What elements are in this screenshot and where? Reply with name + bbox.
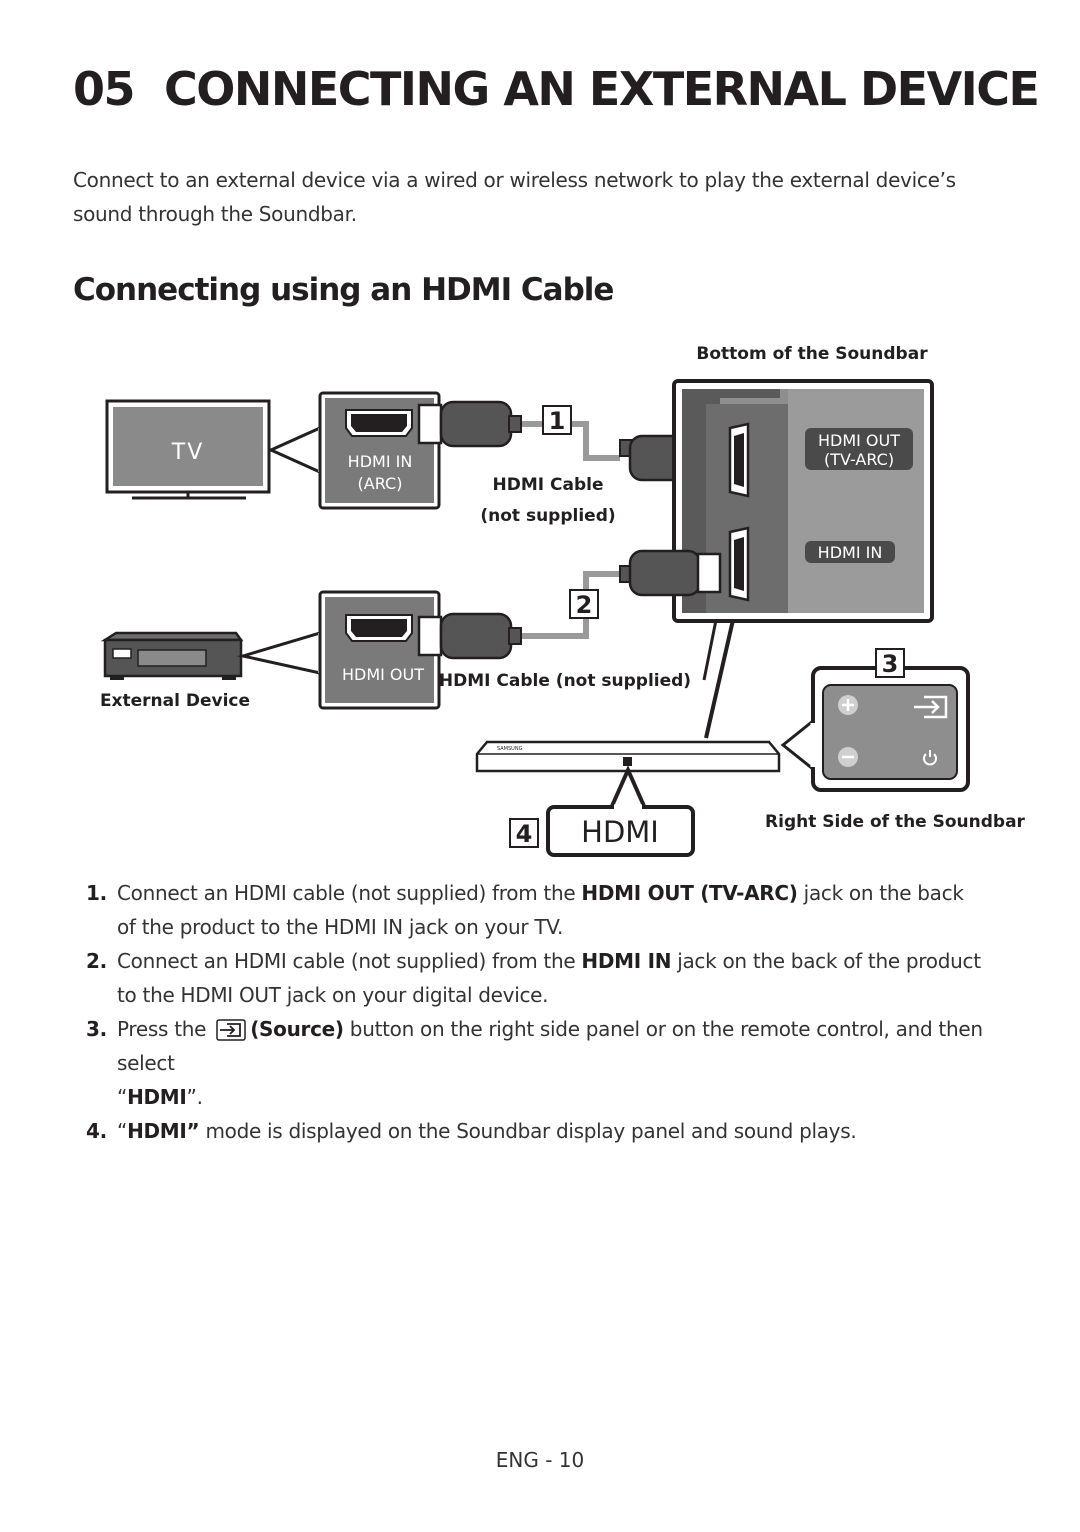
step-text: “ — [117, 1119, 128, 1143]
step-number: 2. — [86, 949, 107, 973]
chapter-number: 05 — [73, 62, 135, 116]
cable1-label-1: HDMI Cable — [492, 475, 604, 495]
step-text: jack on the back of the product to the HDMI IN jack on your TV. — [117, 881, 964, 939]
step-number: 1. — [86, 881, 107, 905]
step-text: “ — [117, 1085, 128, 1109]
chapter-heading: CONNECTING AN EXTERNAL DEVICE — [164, 62, 1039, 116]
step-bold: HDMI OUT (TV-ARC) — [581, 881, 798, 905]
side-callout-pointer — [783, 721, 813, 769]
chapter-title — [73, 62, 1038, 116]
callout-1-badge — [543, 406, 571, 435]
step-text: Connect an HDMI cable (not supplied) from the — [117, 881, 582, 905]
callout-3-badge — [876, 649, 904, 678]
steps-list — [86, 876, 986, 1148]
hdmi-connection-diagram — [0, 335, 1080, 865]
bottom-soundbar-label: Bottom of the Soundbar — [696, 344, 928, 364]
step-text: Connect an HDMI cable (not supplied) from the — [117, 949, 582, 973]
soundbar-brand: SAMSUNG — [497, 746, 523, 752]
source-icon — [216, 1019, 246, 1041]
step-2 — [86, 944, 986, 1012]
tv-label: TV — [171, 440, 205, 465]
ext-port-label: HDMI OUT — [341, 665, 425, 684]
cable1-label-2: (not supplied) — [480, 506, 616, 526]
step-text: jack on the back of the product to the HDMI OUT jack on your digital device. — [117, 949, 981, 1007]
section-title: Connecting using an HDMI Cable — [73, 272, 614, 308]
display-text: HDMI — [581, 815, 659, 849]
step-number: 3. — [86, 1017, 107, 1041]
hdmi-display-callout — [548, 770, 693, 855]
callout-3: 3 — [881, 650, 899, 678]
sb-out-label-2: (TV-ARC) — [823, 450, 895, 469]
sb-out-label-1: HDMI OUT — [817, 431, 901, 450]
callout-1: 1 — [548, 407, 566, 435]
step-number: 4. — [86, 1119, 107, 1143]
right-side-label: Right Side of the Soundbar — [765, 812, 1025, 832]
callout-4-badge — [510, 819, 538, 848]
ext-callout-pointer — [243, 633, 320, 673]
step-text: button on the right side panel or on the remote control, and then select — [117, 1017, 983, 1075]
step-text: mode is displayed on the Soundbar display panel and sound plays. — [199, 1119, 857, 1143]
page-footer: ENG - 10 — [495, 1448, 585, 1472]
external-device-icon — [105, 633, 241, 680]
sb-in-label: HDMI IN — [817, 543, 883, 562]
callout-4: 4 — [515, 820, 533, 848]
tv-callout-pointer — [271, 428, 320, 472]
step-bold: HDMI IN — [581, 949, 672, 973]
tv-icon — [107, 401, 269, 498]
tv-port-label-2: (ARC) — [357, 474, 403, 493]
cable2-label: HDMI Cable (not supplied) — [438, 671, 692, 691]
step-text: Press the — [117, 1017, 213, 1041]
external-device-label: External Device — [99, 691, 251, 711]
step-4 — [86, 1114, 986, 1148]
tv-port-label-1: HDMI IN — [347, 452, 413, 471]
step-1 — [86, 876, 986, 944]
step-bold: HDMI” — [127, 1119, 200, 1143]
step-3 — [86, 1012, 986, 1114]
intro-paragraph: Connect to an external device via a wired or wireless network to play the external device’s sound through the Soundbar. — [73, 168, 956, 226]
right-side-panel — [813, 668, 968, 790]
step-bold: (Source) — [250, 1017, 344, 1041]
step-text: ”. — [186, 1085, 203, 1109]
step-bold: HDMI — [127, 1085, 187, 1109]
callout-2-badge — [570, 590, 598, 619]
callout-2: 2 — [575, 591, 593, 619]
